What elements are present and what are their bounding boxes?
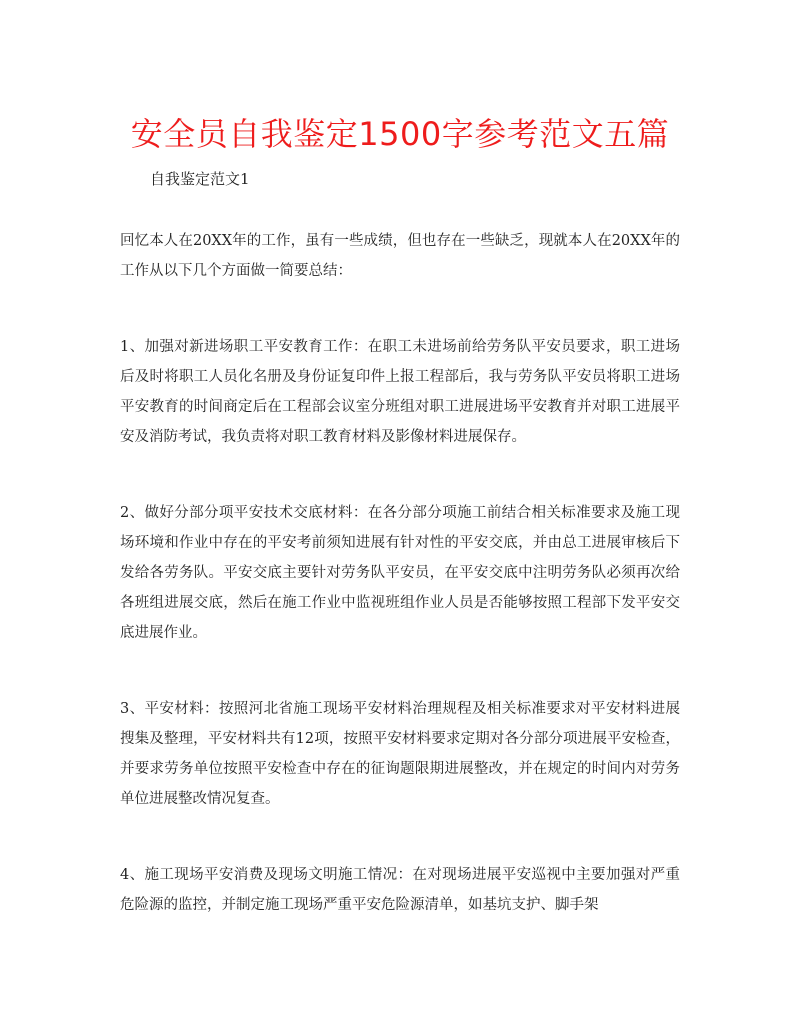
paragraph-intro: 回忆本人在20XX年的工作，虽有一些成绩，但也存在一些缺乏，现就本人在20XX年的工作从以下几个方面做一简要总结： — [120, 233, 680, 279]
paragraph-3: 3、平安材料：按照河北省施工现场平安材料治理规程及相关标准要求对平安材料进展搜集及整理，平安材料共有12项，按照平安材料要求定期对各分部分项进展平安检查，并要求劳务单位按照平安检查中存在的征询题限期进展整改，并在规定的时间内对劳务单位进展整改情况复查。 — [120, 701, 680, 807]
document-subtitle: 自我鉴定范文1 — [150, 170, 250, 188]
document-title: 安全员自我鉴定1500字参考范文五篇 — [130, 115, 670, 153]
document-body — [120, 226, 680, 966]
paragraph-4: 4、施工现场平安消费及现场文明施工情况：在对现场进展平安巡视中主要加强对严重危险源的监控，并制定施工现场严重平安危险源清单，如基坑支护、脚手架 — [120, 867, 680, 913]
paragraph-1: 1、加强对新进场职工平安教育工作：在职工未进场前给劳务队平安员要求，职工进场后及时将职工人员化名册及身份证复印件上报工程部后，我与劳务队平安员将职工进场平安教育的时间商定后在工程部会议室分班组对职工进展进场平安教育并对职工进展平安及消防考试，我负责将对职工教育材料及影像材料进展保存。 — [120, 339, 680, 445]
paragraph-2: 2、做好分部分项平安技术交底材料：在各分部分项施工前结合相关标准要求及施工现场环境和作业中存在的平安考前须知进展有针对性的平安交底，并由总工进展审核后下发给各劳务队。平安交底主要针对劳务队平安员，在平安交底中注明劳务队必须再次给各班组进展交底，然后在施工作业中监视班组作业人员是否能够按照工程部下发平安交底进展作业。 — [120, 505, 680, 641]
